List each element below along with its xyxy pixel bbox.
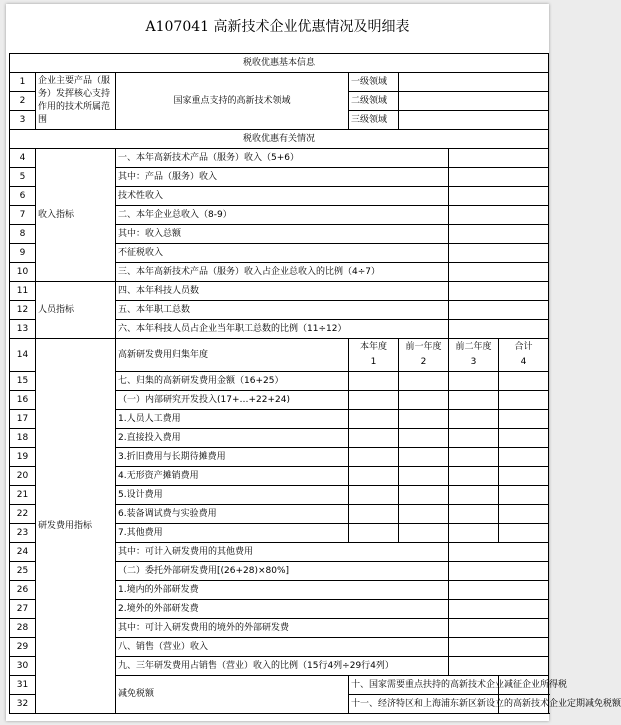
amount-cell[interactable]: [349, 467, 399, 486]
amount-cell[interactable]: [399, 524, 449, 543]
amount-cell[interactable]: [449, 244, 549, 263]
amount-cell[interactable]: [399, 429, 449, 448]
table-row: [10, 73, 549, 92]
item-label: 九、三年研发费用占销售（营业）收入的比例（15行4列÷29行4列）: [116, 657, 449, 676]
item-label: 四、本年科技人员数: [116, 282, 449, 301]
item-label: （一）内部研究开发投入(17+…+22+24): [116, 391, 349, 410]
amount-cell[interactable]: [499, 524, 549, 543]
amount-cell[interactable]: [349, 448, 399, 467]
year-header: 前二年度: [455, 342, 492, 352]
amount-cell[interactable]: [449, 320, 549, 339]
column-number: 1: [370, 357, 377, 367]
amount-cell[interactable]: [449, 486, 499, 505]
row-number: 26: [10, 581, 36, 600]
amount-cell[interactable]: [449, 638, 549, 657]
domain-level-label: 一级领域: [349, 73, 399, 92]
domain-value-cell[interactable]: [399, 92, 549, 111]
amount-cell[interactable]: [449, 619, 549, 638]
item-label: 5.设计费用: [116, 486, 349, 505]
row-number: 18: [10, 429, 36, 448]
column-number: 2: [420, 357, 427, 367]
tech-field-label: 国家重点支持的高新技术领域: [116, 73, 349, 130]
amount-cell[interactable]: [349, 391, 399, 410]
domain-value-cell[interactable]: [399, 73, 549, 92]
row-number: 30: [10, 657, 36, 676]
amount-cell[interactable]: [449, 168, 549, 187]
domain-level-label: 二级领域: [349, 92, 399, 111]
amount-cell[interactable]: [399, 410, 449, 429]
item-label: 其中：收入总额: [116, 225, 449, 244]
row-number: 10: [10, 263, 36, 282]
column-number: 4: [520, 357, 527, 367]
year-header-cell: [349, 339, 399, 372]
amount-cell[interactable]: [499, 372, 549, 391]
amount-cell[interactable]: [349, 410, 399, 429]
group-label: 研发费用指标: [36, 339, 116, 714]
amount-cell[interactable]: [399, 505, 449, 524]
row-number: 12: [10, 301, 36, 320]
row-number: 9: [10, 244, 36, 263]
rd-year-label: 高新研发费用归集年度: [116, 339, 349, 372]
item-label: 3.折旧费用与长期待摊费用: [116, 448, 349, 467]
amount-cell[interactable]: [449, 600, 549, 619]
amount-cell[interactable]: [449, 149, 549, 168]
amount-cell[interactable]: [349, 524, 399, 543]
item-label: 二、本年企业总收入（8-9）: [116, 206, 449, 225]
row-number: 31: [10, 676, 36, 695]
item-label: 其中：可计入研发费用的境外的外部研发费: [116, 619, 449, 638]
item-label: 技术性收入: [116, 187, 449, 206]
year-header: 本年度: [359, 342, 387, 352]
amount-cell[interactable]: [499, 448, 549, 467]
row-number: 32: [10, 695, 36, 714]
row-number: 1: [10, 73, 36, 92]
amount-cell[interactable]: [449, 657, 549, 676]
amount-cell[interactable]: [449, 263, 549, 282]
amount-cell[interactable]: [449, 301, 549, 320]
amount-cell[interactable]: [449, 429, 499, 448]
row-number: 7: [10, 206, 36, 225]
amount-cell[interactable]: [399, 448, 449, 467]
item-label: 2.直接投入费用: [116, 429, 349, 448]
table-row: [10, 339, 549, 372]
item-label: 7.其他费用: [116, 524, 349, 543]
amount-cell[interactable]: [449, 206, 549, 225]
item-label: 其中：产品（服务）收入: [116, 168, 449, 187]
amount-cell[interactable]: [499, 467, 549, 486]
amount-cell[interactable]: [449, 282, 549, 301]
amount-cell[interactable]: [399, 372, 449, 391]
item-label: 6.装备调试费与实验费用: [116, 505, 349, 524]
row-number: 22: [10, 505, 36, 524]
row-number: 13: [10, 320, 36, 339]
table-row: [10, 282, 549, 301]
item-label: 4.无形资产摊销费用: [116, 467, 349, 486]
amount-cell[interactable]: [499, 429, 549, 448]
year-header: 前一年度: [405, 342, 442, 352]
row-number: 17: [10, 410, 36, 429]
amount-cell[interactable]: [499, 391, 549, 410]
amount-cell[interactable]: [449, 562, 549, 581]
amount-cell[interactable]: [349, 486, 399, 505]
domain-value-cell[interactable]: [399, 111, 549, 130]
amount-cell[interactable]: [449, 505, 499, 524]
year-header-cell: [449, 339, 499, 372]
row-number: 19: [10, 448, 36, 467]
item-label: 十一、经济特区和上海浦东新区新设立的高新技术企业定期减免税额: [349, 695, 499, 714]
domain-level-label: 三级领域: [349, 111, 399, 130]
row-number: 11: [10, 282, 36, 301]
amount-cell[interactable]: [449, 391, 499, 410]
table-row: [10, 130, 549, 149]
year-header: 合计: [514, 342, 533, 352]
group-label: 减免税额: [116, 676, 349, 714]
row-number: 23: [10, 524, 36, 543]
year-header-cell: [499, 339, 549, 372]
column-number: 3: [470, 357, 477, 367]
amount-cell[interactable]: [349, 505, 399, 524]
amount-cell[interactable]: [449, 581, 549, 600]
item-label: 不征税收入: [116, 244, 449, 263]
amount-cell[interactable]: [399, 391, 449, 410]
row-number: 4: [10, 149, 36, 168]
form-title: A107041 高新技术企业优惠情况及明细表: [145, 19, 410, 35]
row-number: 21: [10, 486, 36, 505]
item-label: 一、本年高新技术产品（服务）收入（5+6）: [116, 149, 449, 168]
row-number: 3: [10, 111, 36, 130]
amount-cell[interactable]: [449, 524, 499, 543]
table-row: [10, 149, 549, 168]
amount-cell[interactable]: [449, 372, 499, 391]
row-number: 28: [10, 619, 36, 638]
row-number: 5: [10, 168, 36, 187]
row-number: 16: [10, 391, 36, 410]
row-number: 14: [10, 339, 36, 372]
amount-cell[interactable]: [499, 505, 549, 524]
item-label: 六、本年科技人员占企业当年职工总数的比例（11÷12）: [116, 320, 449, 339]
amount-cell[interactable]: [449, 187, 549, 206]
row-number: 2: [10, 92, 36, 111]
section-header: 税收优惠有关情况: [10, 130, 549, 149]
amount-cell[interactable]: [399, 486, 449, 505]
item-label: 十、国家需要重点扶持的高新技术企业减征企业所得税: [349, 676, 499, 695]
item-label: 七、归集的高新研发费用金额（16+25）: [116, 372, 349, 391]
amount-cell[interactable]: [499, 486, 549, 505]
row-number: 8: [10, 225, 36, 244]
table-row: [10, 54, 549, 73]
item-label: （二）委托外部研发费用[(26+28)×80%]: [116, 562, 449, 581]
row-number: 24: [10, 543, 36, 562]
amount-cell[interactable]: [449, 225, 549, 244]
amount-cell[interactable]: [449, 448, 499, 467]
tech-scope-label: 企业主要产品（服务）发挥核心支持作用的技术所属范围: [36, 73, 116, 130]
amount-cell[interactable]: [449, 467, 499, 486]
row-number: 29: [10, 638, 36, 657]
row-number: 20: [10, 467, 36, 486]
form-sheet: [6, 4, 621, 721]
row-number: 15: [10, 372, 36, 391]
item-label: 其中：可计入研发费用的其他费用: [116, 543, 449, 562]
year-header-cell: [399, 339, 449, 372]
row-number: 6: [10, 187, 36, 206]
item-label: 2.境外的外部研发费: [116, 600, 449, 619]
amount-cell[interactable]: [349, 429, 399, 448]
amount-cell[interactable]: [449, 410, 499, 429]
amount-cell[interactable]: [399, 467, 449, 486]
amount-cell[interactable]: [349, 372, 399, 391]
item-label: 八、销售（营业）收入: [116, 638, 449, 657]
item-label: 三、本年高新技术产品（服务）收入占企业总收入的比例（4÷7）: [116, 263, 449, 282]
section-header: 税收优惠基本信息: [10, 54, 549, 73]
detail-table: [9, 53, 621, 714]
row-number: 27: [10, 600, 36, 619]
group-label: 人员指标: [36, 282, 116, 339]
amount-cell[interactable]: [449, 543, 549, 562]
group-label: 收入指标: [36, 149, 116, 282]
item-label: 1.境内的外部研发费: [116, 581, 449, 600]
item-label: 1.人员人工费用: [116, 410, 349, 429]
row-number: 25: [10, 562, 36, 581]
amount-cell[interactable]: [499, 410, 549, 429]
item-label: 五、本年职工总数: [116, 301, 449, 320]
